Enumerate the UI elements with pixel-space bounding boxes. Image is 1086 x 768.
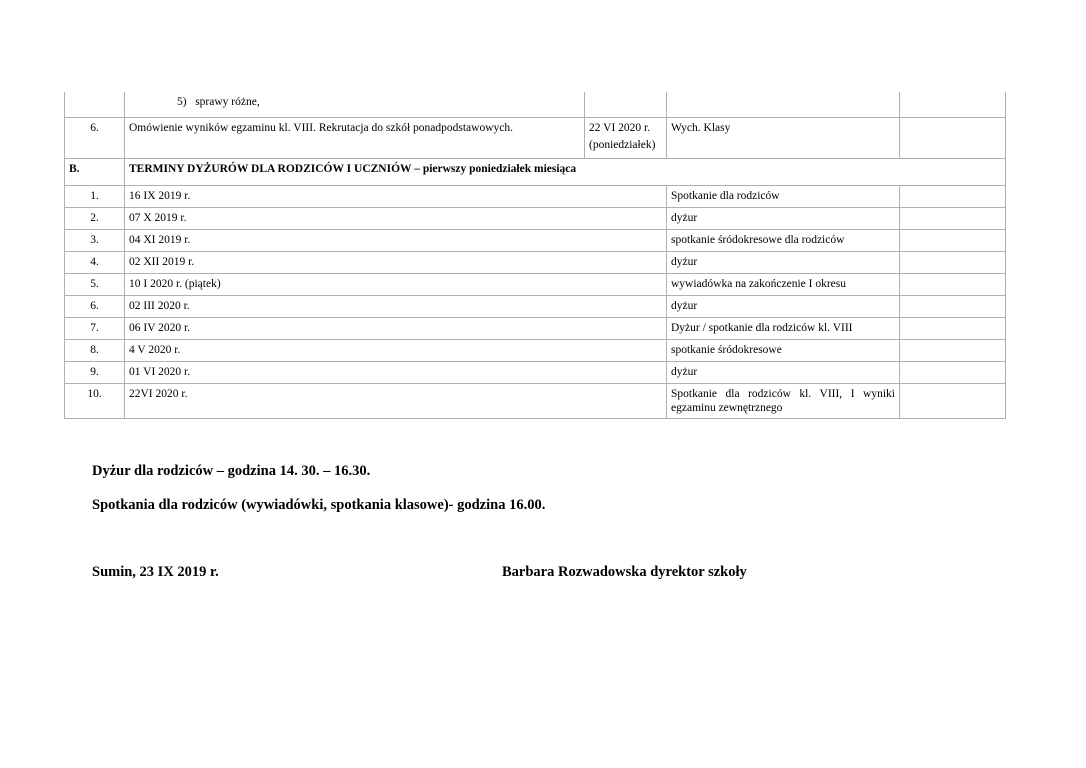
row-date: 02 XII 2019 r. xyxy=(125,252,667,274)
row-text-value: Omówienie wyników egzaminu kl. VIII. Rekrutacja do szkół ponadpodstawowych. xyxy=(129,122,513,134)
row-date: 06 IV 2020 r. xyxy=(125,318,667,340)
meeting-hours-note: Spotkania dla rodziców (wywiadówki, spotkania klasowe)- godzina 16.00. xyxy=(92,497,546,513)
table-row xyxy=(65,118,1006,159)
row-notes xyxy=(900,274,1006,296)
row-description: Spotkanie dla rodziców kl. VIII, I wyniki egzaminu zewnętrznego xyxy=(667,384,900,419)
row-notes xyxy=(900,362,1006,384)
row-notes xyxy=(900,118,1006,159)
row-notes xyxy=(900,92,1006,118)
row-date: 07 X 2019 r. xyxy=(125,208,667,230)
table-row xyxy=(65,92,1006,118)
row-date: 01 VI 2020 r. xyxy=(125,362,667,384)
row-responsible: Wych. Klasy xyxy=(667,118,900,159)
row-number: 6. xyxy=(65,296,125,318)
row-number: 7. xyxy=(65,318,125,340)
row-text-value: 5) sprawy różne, xyxy=(177,96,260,108)
row-number xyxy=(65,92,125,118)
table-row xyxy=(65,384,1006,419)
table-row xyxy=(65,318,1006,340)
row-description: spotkanie śródokresowe xyxy=(667,340,900,362)
schedule-table xyxy=(64,92,1006,419)
row-date-line: 22 VI 2020 r. xyxy=(589,122,651,134)
row-number: 1. xyxy=(65,186,125,208)
section-letter: B. xyxy=(65,159,125,186)
table-row xyxy=(65,208,1006,230)
row-number: 3. xyxy=(65,230,125,252)
row-description: dyżur xyxy=(667,252,900,274)
row-description: Spotkanie dla rodziców xyxy=(667,186,900,208)
row-number: 9. xyxy=(65,362,125,384)
row-date: 10 I 2020 r. (piątek) xyxy=(125,274,667,296)
row-notes xyxy=(900,318,1006,340)
row-date: 22VI 2020 r. xyxy=(125,384,667,419)
row-date-line: (poniedziałek) xyxy=(589,139,656,151)
row-description: dyżur xyxy=(667,296,900,318)
row-text xyxy=(125,118,585,159)
place-date: Sumin, 23 IX 2019 r. xyxy=(92,564,219,580)
row-date: 02 III 2020 r. xyxy=(125,296,667,318)
table-row xyxy=(65,362,1006,384)
row-description: dyżur xyxy=(667,208,900,230)
row-number: 2. xyxy=(65,208,125,230)
row-date: 16 IX 2019 r. xyxy=(125,186,667,208)
table-row xyxy=(65,296,1006,318)
table-row xyxy=(65,340,1006,362)
row-description: Dyżur / spotkanie dla rodziców kl. VIII xyxy=(667,318,900,340)
row-number: 8. xyxy=(65,340,125,362)
row-responsible xyxy=(667,92,900,118)
duty-hours-note: Dyżur dla rodziców – godzina 14. 30. – 16.30. xyxy=(92,463,371,479)
signature: Barbara Rozwadowska dyrektor szkoły xyxy=(502,564,747,580)
row-number: 10. xyxy=(65,384,125,419)
row-number: 6. xyxy=(65,118,125,159)
row-notes xyxy=(900,208,1006,230)
table-row xyxy=(65,230,1006,252)
table-row xyxy=(65,274,1006,296)
row-description: wywiadówka na zakończenie I okresu xyxy=(667,274,900,296)
row-notes xyxy=(900,252,1006,274)
table-row xyxy=(65,252,1006,274)
row-date xyxy=(585,92,667,118)
row-notes xyxy=(900,186,1006,208)
row-date: 4 V 2020 r. xyxy=(125,340,667,362)
row-description: spotkanie śródokresowe dla rodziców xyxy=(667,230,900,252)
row-text xyxy=(125,92,585,118)
row-description: dyżur xyxy=(667,362,900,384)
row-number: 5. xyxy=(65,274,125,296)
row-notes xyxy=(900,296,1006,318)
row-date xyxy=(585,118,667,159)
row-notes xyxy=(900,230,1006,252)
row-notes xyxy=(900,384,1006,419)
row-notes xyxy=(900,340,1006,362)
row-date: 04 XI 2019 r. xyxy=(125,230,667,252)
section-title: TERMINY DYŻURÓW DLA RODZICÓW I UCZNIÓW – pierwszy poniedziałek miesiąca xyxy=(125,159,1006,186)
row-number: 4. xyxy=(65,252,125,274)
section-header-row xyxy=(65,159,1006,186)
table-row xyxy=(65,186,1006,208)
